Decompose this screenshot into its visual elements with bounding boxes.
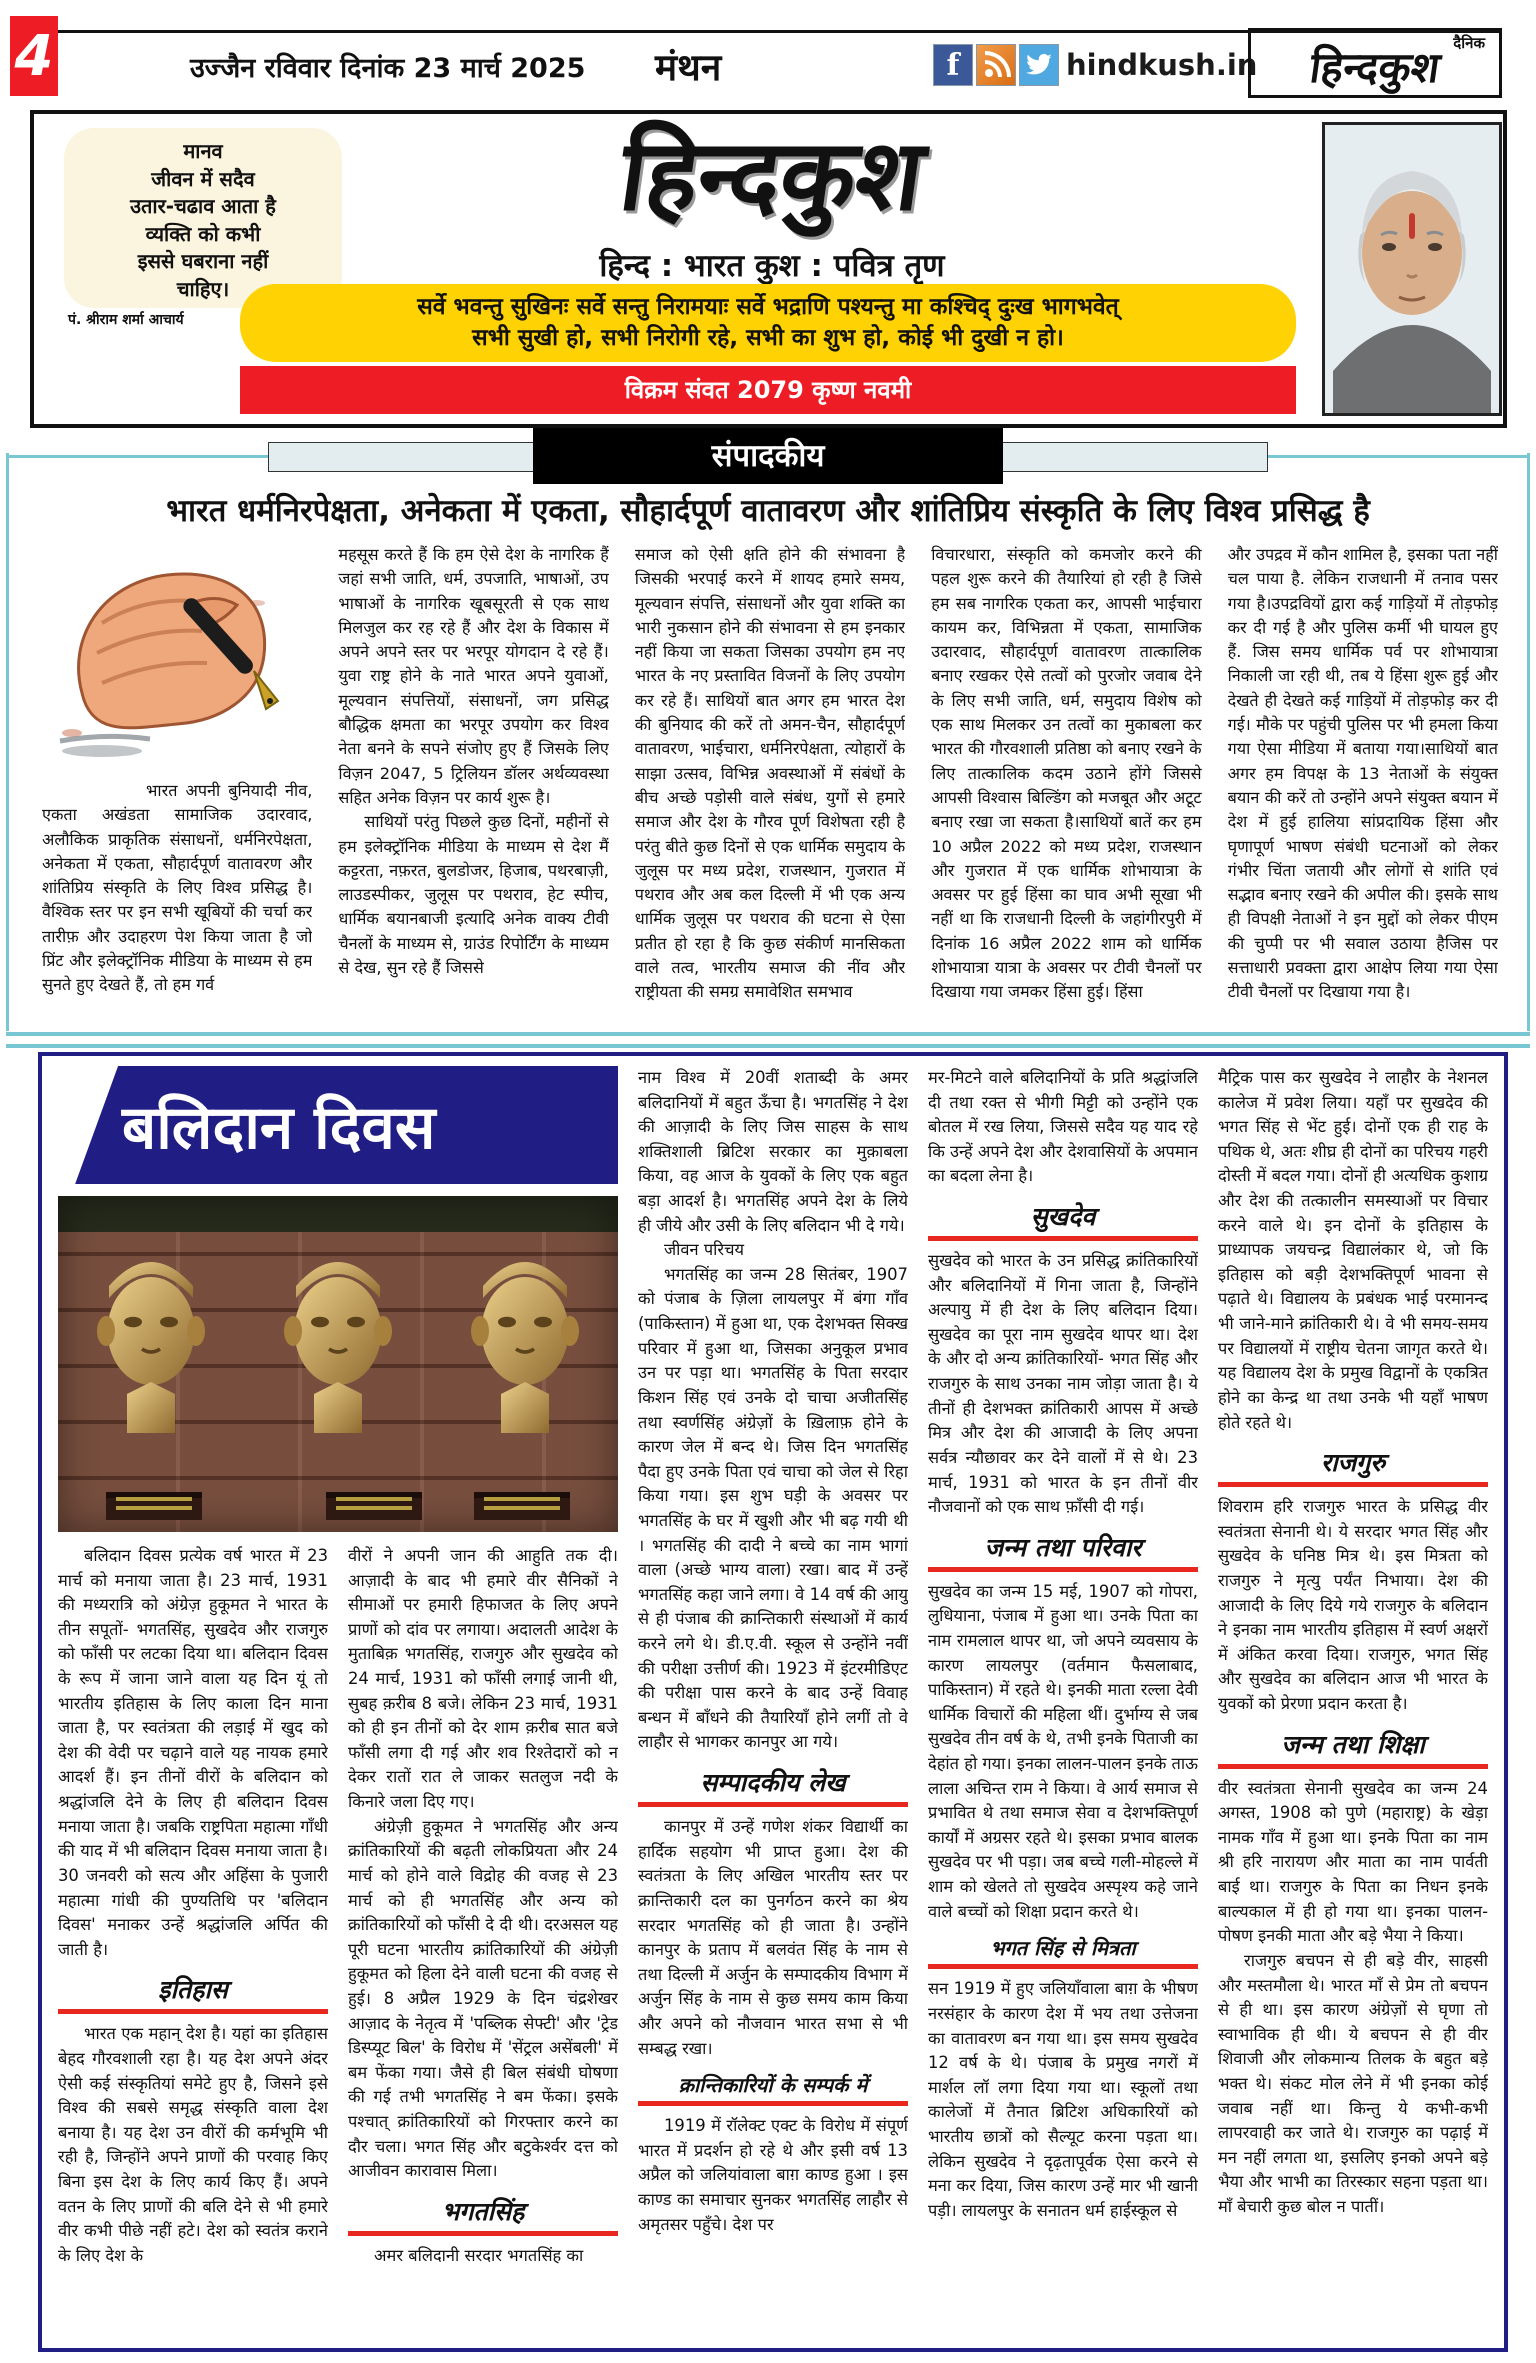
paragraph: वीरों ने अपनी जान की आहुति तक दी। आज़ादी के बाद भी हमारे वीर सैनिकों ने सीमाओं पर हमारी हिफाजत के लिए अपने प्राणों को दांव पर लगाया। अदालती आदेश के मुताबिक़ भगतसिंह, राजगुरु और सुखदेव को 24 मार्च, 1931 को फाँसी लगाई जानी थी, सुबह क़रीब 8 बजे। लेकिन 23 मार्च, 1931 को ही इन तीनों को देर शाम क़रीब सात बजे फाँसी लगा दी गई और शव रिश्तेदारों को न देकर रातों रात ले जाकर सतलुज नदी के किनारे जला दिए गए। xyxy=(348,1546,618,1812)
memorial-photo xyxy=(58,1196,618,1532)
paragraph: महसूस करते हैं कि हम ऐसे देश के नागरिक हैं जहां सभी जाति, धर्म, उपजाति, भाषाओं, उप भाषाओं के नागरिक खूबसूरती से एक साथ मिलजुल कर रह रहे हैं और देश के विकास में अपने अपने स्तर पर भरपूर योगदान दे रहे हैं। युवा राष्ट्र होने के नाते भारत अपने युवाओं, मूल्यवान संपत्तियों, संसाधनों, जग प्रसिद्ध बौद्धिक क्षमता का भरपूर उपयोग कर विश्व नेता बनने के सपने संजोए हुए हैं जिसके लिए विज़न 2047, 5 ट्रिलियन डॉलर अर्थव्यवस्था सहित अनेक विज़न पर कार्य शुरू है। xyxy=(338,545,609,807)
label-bevel-right xyxy=(1002,442,1268,472)
paragraph: भारत अपनी बुनियादी नीव, एकता अखंडता सामाजिक उदारवाद, अलौकिक प्राकृतिक संसाधनों, धर्मनिरपेक्षता, अनेकता में एकता, सौहार्दपूर्ण वातावरण और शांतिप्रिय संस्कृति के लिए विश्व प्रसिद्ध है। वैश्विक स्तर पर इन सभी खूबियों की चर्चा कर तारीफ़ और उदाहरण पेश किया जाता है जो प्रिंट और इलेक्ट्रॉनिक मीडिया के माध्यम से हम सुनते हुए देखते हैं, तो हम गर्व xyxy=(42,781,313,995)
paragraph: मैट्रिक पास कर सुखदेव ने लाहौर के नेशनल कालेज में प्रवेश लिया। यहाँ पर सुखदेव की भगत सिंह से भेंट हुई। दोनों एक ही राह के पथिक थे, अतः शीघ्र ही दोनों का परिचय गहरी दोस्ती में बदल गया। दोनों ही अत्यधिक कुशाग्र और देश की तत्कालीन समस्याओं पर विचार करने वाले थे। इन दोनों के इतिहास के प्राध्यापक जयचन्द्र विद्यालंकार थे, जो कि इतिहास को बड़ी देशभक्तिपूर्ण भावना से पढ़ाते थे। विद्यालय के प्रबंधक भाई परमानन्द भी जाने-माने क्रांतिकारी थे। वे भी समय-समय पर विद्यालयों में राष्ट्रीय चेतना जागृत करते थे। यह विद्यालय देश के प्रमुख विद्वानों के एकत्रित होने का केन्द्र था तथा उनके भी यहाँ भाषण होते रहते थे। xyxy=(1218,1068,1488,1432)
twitter-icon[interactable] xyxy=(1019,44,1059,86)
pen-illustration xyxy=(42,543,312,779)
memorial-plaque xyxy=(106,1492,202,1520)
article-subheading: राजगुरु xyxy=(1218,1445,1488,1487)
brand-name: हिन्दकुश xyxy=(1306,43,1444,92)
paragraph: कानपुर में उन्हें गणेश शंकर विद्यार्थी का हार्दिक सहयोग भी प्राप्त हुआ। देश की स्वतंत्रता के लिए अखिल भारतीय स्तर पर क्रान्तिकारी दल का पुनर्गठन करने का श्रेय सरदार भगतसिंह को ही जाता है। उन्होंने कानपुर के प्रताप में बलवंत सिंह के नाम से तथा दिल्ली में अर्जुन के सम्पादकीय विभाग में अर्जुन सिंह के नाम से कुछ समय काम किया और अपने को नौजवान भारत सभा से भी सम्बद्ध रखा। xyxy=(638,1817,908,2058)
paragraph: वीर स्वतंत्रता सेनानी सुखदेव का जन्म 24 अगस्त, 1908 को पुणे (महाराष्ट्र) के खेड़ा नामक गाँव में हुआ था। इनके पिता का नाम श्री हरि नारायण और माता का नाम पार्वती बाई था। राजगुरु के पिता का निधन इनके बाल्यकाल में ही हो गया था। इनका पालन-पोषण इनकी माता और बड़े भैया ने किया। xyxy=(1218,1778,1488,1946)
editorial-section xyxy=(0,433,1536,1031)
masthead-logo-meaning: हिन्द : भारत कुश : पवित्र तृण xyxy=(599,248,945,284)
paragraph: 1919 में रॉलेक्ट एक्ट के विरोध में संपूर्ण भारत में प्रदर्शन हो रहे थे और इसी वर्ष 13 अप्रैल को जलियांवाला बाग़ काण्ड हुआ । इस काण्ड का समाचार सुनकर भगतसिंह लाहौर से अमृतसर पहुँचे। देश पर xyxy=(638,2116,908,2234)
article-subheading: क्रान्तिकारियों के सम्पर्क में xyxy=(638,2071,908,2106)
paragraph: सन 1919 में हुए जलियाँवाला बाग़ के भीषण नरसंहार के कारण देश में भय तथा उत्तेजना का वातावरण बन गया था। इस समय सुखदेव 12 वर्ष के थे। पंजाब के प्रमुख नगरों में मार्शल लॉ लगा दिया गया था। स्कूलों तथा कालेजों में तैनात ब्रिटिश अधिकारियों को भारतीय छात्रों को सैल्यूट करना पड़ता था। लेकिन सुखदेव ने दृढ़तापूर्वक ऐसा करने से मना कर दिया, जिस कारण उन्हें मार भी खानी पड़ी। लायलपुर के सनातन धर्म हाईस्कूल से xyxy=(928,1979,1198,2220)
martyr-bust-2 xyxy=(263,1244,413,1454)
editorial-intro xyxy=(42,779,312,998)
quote-line: उतार-चढाव आता है xyxy=(130,194,276,219)
quote-line: इससे घबराना नहीं xyxy=(137,249,269,274)
martyr-bust-3 xyxy=(450,1244,600,1454)
paragraph: अमर बलिदानी सरदार भगतसिंह का xyxy=(374,2245,584,2265)
editorial-column-4 xyxy=(1228,543,1498,1027)
editorial-column-2 xyxy=(635,543,905,1027)
website-link[interactable]: hindkush.in xyxy=(1066,48,1258,82)
dateline: उज्जैन रविवार दिनांक 23 मार्च 2025 xyxy=(190,53,586,84)
portrait-photo xyxy=(1322,122,1502,416)
article-column-5 xyxy=(1218,1066,1488,2334)
masthead xyxy=(30,110,1507,428)
editorial-label: संपादकीय xyxy=(533,428,1003,484)
editorial-column-1 xyxy=(338,543,608,1027)
paragraph: भगतसिंह का जन्म 28 सितंबर, 1907 को पंजाब के ज़िला लायलपुर में बंगा गाँव (पाकिस्तान) में हुआ था, एक देशभक्त सिक्ख परिवार में हुआ था, जिसका अनुकूल प्रभाव उन पर पड़ा था। भगतसिंह के पिता सरदार किशन सिंह एवं उनके दो चाचा अजीतसिंह तथा स्वर्णसिंह अंग्रेज़ों के ख़िलाफ़ होने के कारण जेल में बन्द थे। जिस दिन भगतसिंह पैदा हुए उनके पिता एवं चाचा को जेल से रिहा किया गया। इस शुभ घड़ी के अवसर पर भगतसिंह के घर में खुशी और भी बढ़ गयी थी । भगतसिंह की दादी ने बच्चे का नाम भागां वाला (अच्छे भाग्य वाला) रखा। बाद में उन्हें भगतसिंह कहा जाने लगा। वे 14 वर्ष की आयु से ही पंजाब की क्रान्तिकारी संस्थाओं में कार्य करने लगे थे। डी.ए.वी. स्कूल से उन्होंने नवीं की परीक्षा उत्तीर्ण की। 1923 में इंटरमीडिएट की परीक्षा पास करने के बाद उन्हें विवाह बन्धन में बाँधने की तैयारियाँ होने लगीं तो वे लाहौर से भागकर कानपुर आ गये। xyxy=(638,1264,908,1752)
paragraph: अंग्रेज़ी हुकूमत ने भगतसिंह और अन्य क्रांतिकारियों की बढ़ती लोकप्रियता और 24 मार्च को होने वाले विद्रोह की वजह से 23 मार्च को ही भगतसिंह और अन्य को क्रांतिकारियों को फाँसी दे दी थी। दरअसल यह पूरी घटना भारतीय क्रांतिकारियों की अंग्रेज़ी हुकूमत को हिला देने वाली घटना की वजह से हुई। 8 अप्रैल 1929 के दिन चंद्रशेखर आज़ाद के नेतृत्व में 'पब्लिक सेफ्टी' और 'ट्रेड डिस्प्यूट बिल' के विरोध में 'सेंट्रल असेंबली' में बम फेंका गया। जैसे ही बिल संबंधी घोषणा की गई तभी भगतसिंह ने बम फेंका। इसके पश्चात् क्रांतिकारियों को गिरफ्तार करने का दौर चला। भगत सिंह और बटुकेर्श्वर दत्त को आजीवन कारावास मिला। xyxy=(348,1816,618,2181)
article-subheading: भगतसिंह xyxy=(348,2194,618,2236)
article-subheading: सम्पादकीय लेख xyxy=(638,1765,908,1807)
article-column-2 xyxy=(348,1544,618,2334)
paragraph: मर-मिटने वाले बलिदानियों के प्रति श्रद्धांजलि दी तथा रक्त से भीगी मिट्टी को उन्होंने एक बोतल में रख लिया, जिससे सदैव यह याद रहे कि उन्हें अपने देश और देशवासियों के अपमान का बदला लेना है। xyxy=(928,1068,1198,1186)
article-subheading: सुखदेव xyxy=(928,1199,1198,1241)
paragraph: भारत एक महान् देश है। यहां का इतिहास बेहद गौरवशाली रहा है। यह देश अपने अंदर ऐसी कई संस्कृतियां समेटे हुए है, जिसने इसे विश्व की सबसे समृद्ध संस्कृति वाला देश बनाया है। यह देश उन वीरों की कर्मभूमि भी रही है, जिन्होंने अपने प्राणों की परवाह किए बिना इस देश के लिए कार्य किए हैं। अपने वतन के लिए प्राणों की बलि देने से भी हमारे वीर कभी पीछे नहीं हटे। देश को स्वतंत्र कराने के लिए देश के xyxy=(58,2024,328,2265)
article-section xyxy=(38,1052,1508,2352)
shloka-sanskrit: सर्वे भवन्तु सुखिनः सर्वे सन्तु निरामयाः सर्वे भद्राणि पश्यन्तु मा कश्चिद् दुःख भागभवेत् xyxy=(417,294,1119,320)
editorial-body xyxy=(42,543,1498,1027)
quote-line: मानव xyxy=(183,139,223,163)
article-column-4 xyxy=(928,1066,1198,2334)
memorial-plaque xyxy=(326,1492,422,1520)
paragraph: जीवन परिचय xyxy=(664,1240,745,1260)
page-number: 4 xyxy=(10,16,58,96)
paragraph: राजगुरु बचपन से ही बड़े वीर, साहसी और मस्तमौला थे। भारत माँ से प्रेम तो बचपन से ही था। इस कारण अंग्रेज़ों से घृणा तो स्वाभाविक ही थी। ये बचपन से ही वीर शिवाजी और लोकमान्य तिलक के बहुत बड़े भक्त थे। संकट मोल लेने में भी इनका कोई जवाब नहीं था। किन्तु ये कभी-कभी लापरवाही कर जाते थे। राजगुरु का पढ़ाई में मन नहीं लगता था, इसलिए इनको अपने बड़े भैया और भाभी का तिरस्कार सहना पड़ता था। माँ बेचारी कुछ बोल न पातीं। xyxy=(1218,1950,1488,2216)
title-notch xyxy=(58,1066,119,1184)
paragraph: सुखदेव को भारत के उन प्रसिद्ध क्रांतिकारियों और बलिदानियों में गिना जाता है, जिन्होंने अल्पायु में ही देश के लिए बलिदान दिया। सुखदेव का पूरा नाम सुखदेव थापर था। देश के और दो अन्य क्रांतिकारियों- भगत सिंह और राजगुरु के साथ उनका नाम जोड़ा जाता है। ये तीनों ही देशभक्त क्रांतिकारी आपस में अच्छे मित्र और देश की आजादी के लिए अपना सर्वत्र न्यौछावर कर देने वालों में से थे। 23 मार्च, 1931 को भारत के इन तीनों वीर नौजवानों को एक साथ फ़ाँसी दी गई। xyxy=(928,1251,1198,1517)
martyr-bust-1 xyxy=(76,1244,226,1454)
brand-tagline: दैनिक xyxy=(1453,34,1485,52)
quote-line: जीवन में सदैव xyxy=(151,166,255,191)
paragraph: शिवराम हरि राजगुरु भारत के प्रसिद्ध वीर स्वतंत्रता सेनानी थे। ये सरदार भगत सिंह और सुखदेव के घनिष्ठ मित्र थे। इस मित्रता को राजगुरु ने मृत्यु पर्यंत निभाया। देश की आजादी के लिए दिये गये राजगुरु के बलिदान ने इनका नाम भारतीय इतिहास में स्वर्ण अक्षरों में अंकित करवा दिया। राजगुरु, भगत सिंह और सुखदेव का बलिदान आज भी भारत के युवकों को प्रेरणा प्रदान करता है। xyxy=(1218,1497,1488,1714)
facebook-icon[interactable]: f xyxy=(933,44,973,86)
paragraph: नाम विश्व में 20वीं शताब्दी के अमर बलिदानियों में बहुत ऊँचा है। भगतसिंह ने देश की आज़ादी के लिए जिस साहस के साथ शक्तिशाली ब्रिटिश सरकार का मुक़ाबला किया, वह आज के युवकों के लिए एक बहुत बड़ा आदर्श है। भगतसिंह अपने देश के लिये ही जीये और उसी के लिए बलिदान भी दे गये। xyxy=(638,1068,908,1235)
social-icons xyxy=(933,44,1059,86)
calendar-bar: विक्रम संवत 2079 कृष्ण नवमी xyxy=(240,366,1296,414)
article-subheading: जन्म तथा शिक्षा xyxy=(1218,1727,1488,1769)
article-subheading: जन्म तथा परिवार xyxy=(928,1530,1198,1572)
portrait-illustration xyxy=(1325,125,1499,413)
quote-attribution: पं. श्रीराम शर्मा आचार्य xyxy=(68,312,184,328)
paragraph: और उपद्रव में कौन शामिल है, इसका पता नहीं चल पाया है. लेकिन राजधानी में तनाव पसर गया है।उपद्रवियों द्वारा कई गाड़ियों में तोड़फोड़ कर दी गई है और पुलिस कर्मी भी घायल हुए हैं. जिस समय धार्मिक पर्व पर शोभायात्रा निकाली जा रही थी, तब ये हिंसा शुरू हुई और देखते ही देखते कई गाड़ियों में तोड़फोड़ कर दी गई। मौके पर पहुंची पुलिस पर भी हमला किया गया ऐसा मीडिया में बताया गया।साथियों बात अगर हम विपक्ष के 13 नेताओं के संयुक्त बयान की करें तो उन्होंने अपने संयुक्त बयान में देश में हुई हालिया सांप्रदायिक हिंसा और घृणापूर्ण भाषण संबंधी घटनाओं को लेकर गंभीर चिंता जतायी और लोगों से शांति एवं सद्भाव बनाए रखने की अपील की। इसके साथ ही विपक्षी नेताओं ने इन मुद्दों को लेकर पीएम की चुप्पी पर भी सवाल उठाया हैजिस पर सत्ताधारी प्रवक्ता द्वारा आक्षेप लिया गया ऐसा टीवी चैनलों पर दिखाया गया है। xyxy=(1227,545,1498,1002)
quote-line: व्यक्ति को कभी xyxy=(145,221,261,246)
section-separator xyxy=(6,1032,1530,1048)
quote-line: चाहिए। xyxy=(176,276,230,301)
article-subheading: इतिहास xyxy=(58,1972,328,2014)
article-column-3 xyxy=(638,1066,908,2334)
paragraph: विचारधारा, संस्कृति को कमजोर करने की पहल शुरू करने की तैयारियां हो रही है जिसे हम सब नागरिक एकता कर, आपसी भाईचारा कायम कर, विभिन्नता में एकता, सामाजिक उदारवाद, सौहार्दपूर्ण वातावरण तात्कालिक बनाए रखकर ऐसे तत्वों को पुरजोर जवाब देने के लिए सभी जाति, धर्म, समुदाय विशेष को एक साथ मिलकर उन तत्वों का मुकाबला कर भारत की गौरवशाली प्रतिष्ठा को बनाए रखने के लिए तात्कालिक कदम उठाने होंगे जिससे आपसी विश्वास बिल्डिंग को मजबूत और अटूट बनाए रखा जा सकता है।साथियों बातें कर हम 10 अप्रैल 2022 को मध्य प्रदेश, राजस्थान और गुजरात में एक धार्मिक शोभायात्रा के अवसर पर हुई हिंसा का घाव अभी सूखा भी नहीं था कि राजधानी दिल्ली के जहांगीरपुरी में दिनांक 16 अप्रैल 2022 शाम को धार्मिक शोभायात्रा यात्रा के अवसर पर टीवी चैनलों पर दिखाया गया जमकर हिंसा हुई। हिंसा xyxy=(931,545,1202,1002)
paragraph: समाज को ऐसी क्षति होने की संभावना है जिसकी भरपाई करने में शायद हमारे समय, मूल्यवान संपत्ति, संसाधनों और युवा शक्ति का भारी नुकसान होने की संभावना से हम इनकार नहीं किया जा सकता जिसका उपयोग हम नए भारत के नए प्रस्तावित विजनों के लिए उपयोग कर रहे हैं। साथियों बात अगर हम भारत देश की बुनियाद की करें तो अमन-चैन, सौहार्दपूर्ण वातावरण, भाईचारा, धर्मनिरपेक्षता, त्योहारों के साझा उत्सव, विभिन्न अवस्थाओं में संबंधों के बीच अच्छे पड़ोसी वाले संबंध, युगों से हमारे समाज और देश के गौरव पूर्ण विशेषता रही है परंतु बीते कुछ दिनों से एक धार्मिक समुदाय के जुलूस पर मध्य प्रदेश, राजस्थान, गुजरात में पथराव और अब कल दिल्ली में भी एक अन्य धार्मिक जुलूस पर पथराव की घटना से ऐसा प्रतीत हो रहा है कि कुछ संकीर्ण मानसिकता वाले तत्व, भारतीय समाज की नींव और राष्ट्रीयता की समग्र समावेशित समभाव xyxy=(634,545,906,1002)
article-title: बलिदान दिवस xyxy=(122,1093,436,1163)
shloka-hindi: सभी सुखी हो, सभी निरोगी रहे, सभी का शुभ हो, कोई भी दुखी न हो। xyxy=(472,325,1064,352)
editorial-column-lead xyxy=(42,543,312,1027)
section-name: मंथन xyxy=(655,46,722,89)
quote-box xyxy=(64,128,342,308)
memorial-plaque xyxy=(474,1492,570,1520)
paragraph: सुखदेव का जन्म 15 मई, 1907 को गोपरा, लुधियाना, पंजाब में हुआ था। उनके पिता का नाम रामलाल थापर था, जो अपने व्यवसाय के कारण लायलपुर (वर्तमान फैसलाबाद, पाकिस्तान) में रहते थे। इनकी माता रल्ला देवी धार्मिक विचारों की महिला थीं। दुर्भाग्य से जब सुखदेव तीन वर्ष के थे, तभी इनके पिताजी का देहांत हो गया। इनका लालन-पालन इनके ताऊ लाला अचिन्त राम ने किया। वे आर्य समाज से प्रभावित थे तथा समाज सेवा व देशभक्तिपूर्ण कार्यों में अग्रसर रहते थे। इसका प्रभाव बालक सुखदेव पर भी पड़ा। जब बच्चे गली-मोहल्ले में शाम को खेलते तो सुखदेव अस्पृश्य कहे जाने वाले बच्चों को शिक्षा प्रदान करते थे। xyxy=(928,1581,1198,1921)
article-title-banner xyxy=(58,1066,618,1184)
paragraph: बलिदान दिवस प्रत्येक वर्ष भारत में 23 मार्च को मनाया जाता है। 23 मार्च, 1931 की मध्यरात्रि को अंग्रेज़ हुकूमत ने भारत के तीन सपूतों- भगतसिंह, सुखदेव और राजगुरु को फाँसी पर लटका दिया था। बलिदान दिवस के रूप में जाना जाने वाला यह दिन यूं तो भारतीय इतिहास के लिए काला दिन माना जाता है, पर स्वतंत्रता की लड़ाई में खुद को देश की वेदी पर चढ़ाने वाले यह नायक हमारे आदर्श हैं। इन तीनों वीरों के बलिदान को श्रद्धांजलि देने के लिए ही बलिदान दिवस मनाया जाता है। जबकि राष्ट्रपिता महात्मा गाँधी की याद में भी बलिदान दिवस मनाया जाता है। 30 जनवरी को सत्य और अहिंसा के पुजारी महात्मा गांधी की पुण्यतिथि पर 'बलिदान दिवस' मनाकर उन्हें श्रद्धांजलि अर्पित की जाती है। xyxy=(58,1546,328,1959)
editorial-headline: भारत धर्मनिरपेक्षता, अनेकता में एकता, सौहार्दपूर्ण वातावरण और शांतिप्रिय संस्कृति के लिए विश्व प्रसिद्ध है xyxy=(166,493,1370,529)
paragraph: साथियों परंतु पिछले कुछ दिनों, महीनों से हम इलेक्ट्रॉनिक मीडिया के माध्यम से देश मैं कट्टरता, नफ़रत, बुलडोजर, हिजाब, पथरबाज़ी, लाउडस्पीकर, जुलूस पर पथराव, हेट स्पीच, धार्मिक बयानबाजी इत्यादि अनेक वाक्य टीवी चैनलों के माध्यम से, ग्राउंड रिपोर्टिंग के माध्यम से देख, सुन रहे हैं जिससे xyxy=(338,812,609,978)
masthead-logo: हिन्दकुश xyxy=(613,119,931,233)
editorial-column-3 xyxy=(931,543,1201,1027)
brand-logo-box xyxy=(1248,28,1502,98)
shloka-band xyxy=(240,284,1296,362)
rss-icon[interactable] xyxy=(976,44,1016,86)
article-column-1 xyxy=(58,1544,328,2334)
label-bevel-left xyxy=(268,442,534,472)
article-subheading: भगत सिंह से मित्रता xyxy=(928,1934,1198,1969)
